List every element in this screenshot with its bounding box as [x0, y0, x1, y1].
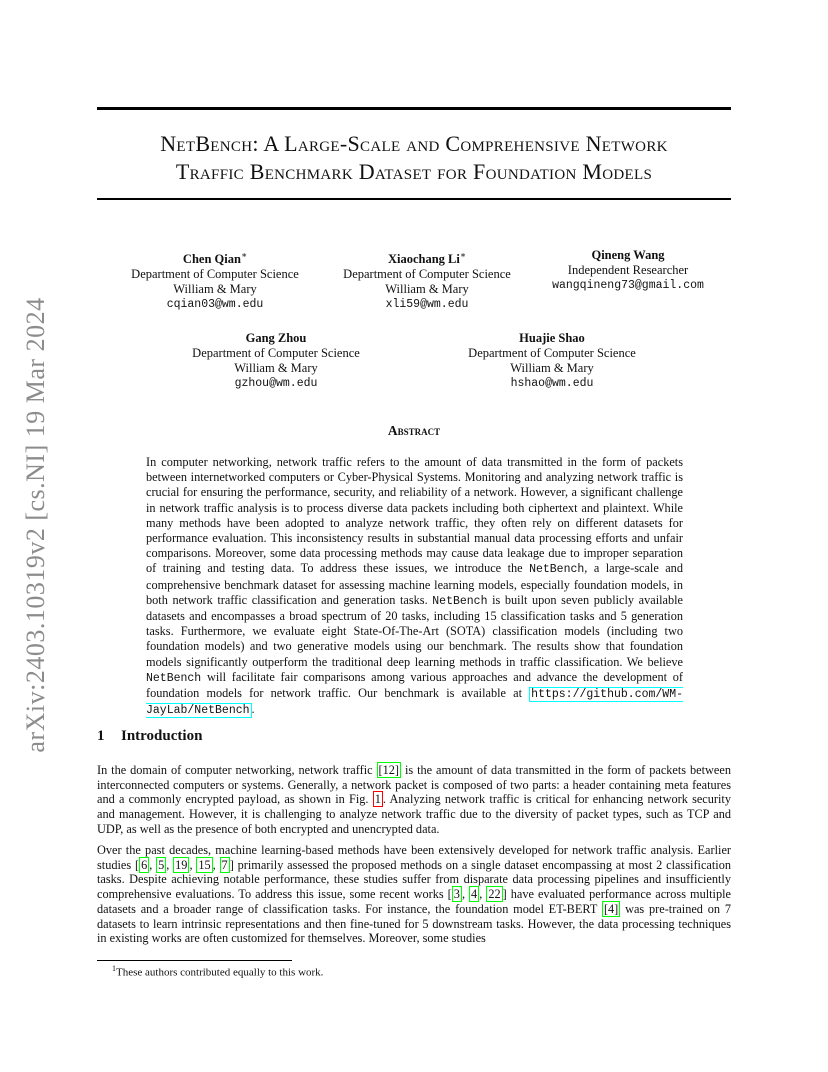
author-affiliation: Department of Computer Science: [131, 267, 299, 282]
citation-link[interactable]: 19: [175, 857, 188, 872]
author-name: Gang Zhou: [245, 331, 307, 345]
citation-link[interactable]: 4: [471, 887, 478, 902]
citation-link[interactable]: 6: [141, 857, 148, 872]
author-affiliation: Department of Computer Science: [192, 346, 360, 360]
author-block: [535, 248, 721, 293]
author-email: wangqineng73@gmail.com: [552, 279, 704, 292]
author-affiliation: Department of Computer Science: [468, 346, 636, 360]
netbench-code: NetBench: [432, 594, 488, 608]
paper-title: [97, 130, 731, 186]
arxiv-identifier: arXiv:2403.10319v2 [cs.NI] 19 Mar 2024: [21, 297, 50, 753]
footnote: $^1$These authors contributed equally to this work.: [112, 964, 324, 979]
title-rule-bottom: [97, 198, 731, 200]
citation-link[interactable]: 3: [453, 887, 460, 902]
author-name: Huajie Shao: [519, 331, 585, 345]
citation-link[interactable]: 7: [221, 857, 228, 872]
author-block: [172, 331, 380, 391]
github-link[interactable]: https://github.com/WM-JayLab/NetBench: [146, 688, 683, 718]
citation-link[interactable]: 15: [198, 857, 211, 872]
title-line-2: Traffic Benchmark Dataset for Foundation Models: [175, 159, 653, 184]
author-institution: William & Mary: [510, 361, 594, 375]
author-block: [448, 331, 656, 391]
abstract-text: In computer networking, network traffic refers to the amount of data transmitted in the form of packets between internetworked computers or Cyber-Physical Systems. Monitoring and analyzing network traffic is crucial for ensuring the performance, security, and reliability of a network. However, a significant challenge in network traffic analysis is to process diverse data packets including both ciphertext and plaintext. While many methods have been adopted to analyze network traffic, they often rely on different datasets for performance evaluation. This inconsistency results in substantial manual data processing efforts and unfair comparisons. Moreover, some data processing methods may cause data leakage due to improper separation of training and testing data. To address these issues, we introduce the NetBench, a large-scale and comprehensive benchmark dataset for assessing machine learning models, especially foundation models, in both network traffic classification and generation tasks. NetBench is built upon seven publicly available datasets and encompasses a broad spectrum of 20 tasks, including 15 classification tasks and 5 generation tasks. Furthermore, we evaluate eight State-Of-The-Art (SOTA) classification models (including two foundation models) and two generative models using our benchmark. The results show that foundation models significantly outperform the traditional deep learning methods in traffic classification. We believe NetBench will facilitate fair comparisons among various approaches and advance the development of foundation models for network traffic. Our benchmark is available at https://github.com/WM-JayLab/NetBench .: [146, 455, 684, 718]
title-line-1: NetBench: A Large-Scale and Comprehensive Network: [160, 131, 668, 156]
author-email: hshao@wm.edu: [510, 377, 594, 390]
section-heading: 1 Introduction: [97, 728, 203, 744]
author-email: gzhou@wm.edu: [234, 377, 318, 390]
title-rule-top: [97, 107, 731, 110]
author-block: [110, 248, 320, 312]
citation-link[interactable]: 22: [488, 887, 501, 902]
intro-paragraph-1: In the domain of computer networking, network traffic [12] is the amount of data transmitted in the form of packets between interconnected computers or systems. Generally, a network packet is composed of two parts: a header containing meta features and a commonly encrypted payload, as shown in Fig. 1 . Analyzing network traffic is critical for enhancing network security and management. However, it is challenging to analyze network traffic due to the diversity of packet types, such as TCP and UDP, as well as the presence of both encrypted and unencrypted data.: [97, 763, 731, 836]
citation-link[interactable]: [12]: [378, 763, 400, 777]
author-name: Qineng Wang: [591, 248, 665, 262]
author-affiliation: Department of Computer Science: [343, 267, 511, 282]
author-affiliation: Independent Researcher: [567, 263, 689, 277]
citation-link[interactable]: [4]: [603, 901, 619, 916]
author-block: [322, 248, 532, 312]
author-name: Xiaochang Li∗: [387, 250, 466, 267]
intro-paragraph-2: Over the past decades, machine learning-based methods have been extensively developed for network traffic analysis. Earlier studies [ 6 , 5 , 19 , 15 , 7 ] primarily assessed the proposed methods on a single dataset encompassing at most 2 classification tasks. Despite achieving notable performance, these studies suffer from disparate data processing pipelines and insufficiently comprehensive evaluations. To address this issue, some recent works [ 3 , 4 , 22 ] have evaluated performance across multiple datasets and a broader range of classification tasks. For instance, the foundation model ET-BERT [4] was pre-trained on 7 datasets to learn intrinsic representations and then fine-tuned for 5 downstream tasks. However, the data processing techniques in existing works are often customized for themselves. Moreover, some studies: [97, 843, 732, 946]
abstract-heading: Abstract: [387, 423, 441, 438]
footnote-rule: [97, 960, 292, 961]
netbench-code: NetBench: [146, 671, 202, 685]
author-institution: William & Mary: [385, 282, 469, 297]
author-name: Chen Qian∗: [182, 250, 248, 267]
author-email: xli59@wm.edu: [385, 298, 469, 312]
citation-link[interactable]: 5: [158, 857, 165, 872]
figure-reference-link[interactable]: 1: [374, 792, 381, 807]
netbench-code: NetBench: [529, 563, 585, 577]
author-institution: William & Mary: [234, 361, 318, 375]
author-email: cqian03@wm.edu: [166, 298, 264, 312]
author-institution: William & Mary: [173, 282, 257, 297]
